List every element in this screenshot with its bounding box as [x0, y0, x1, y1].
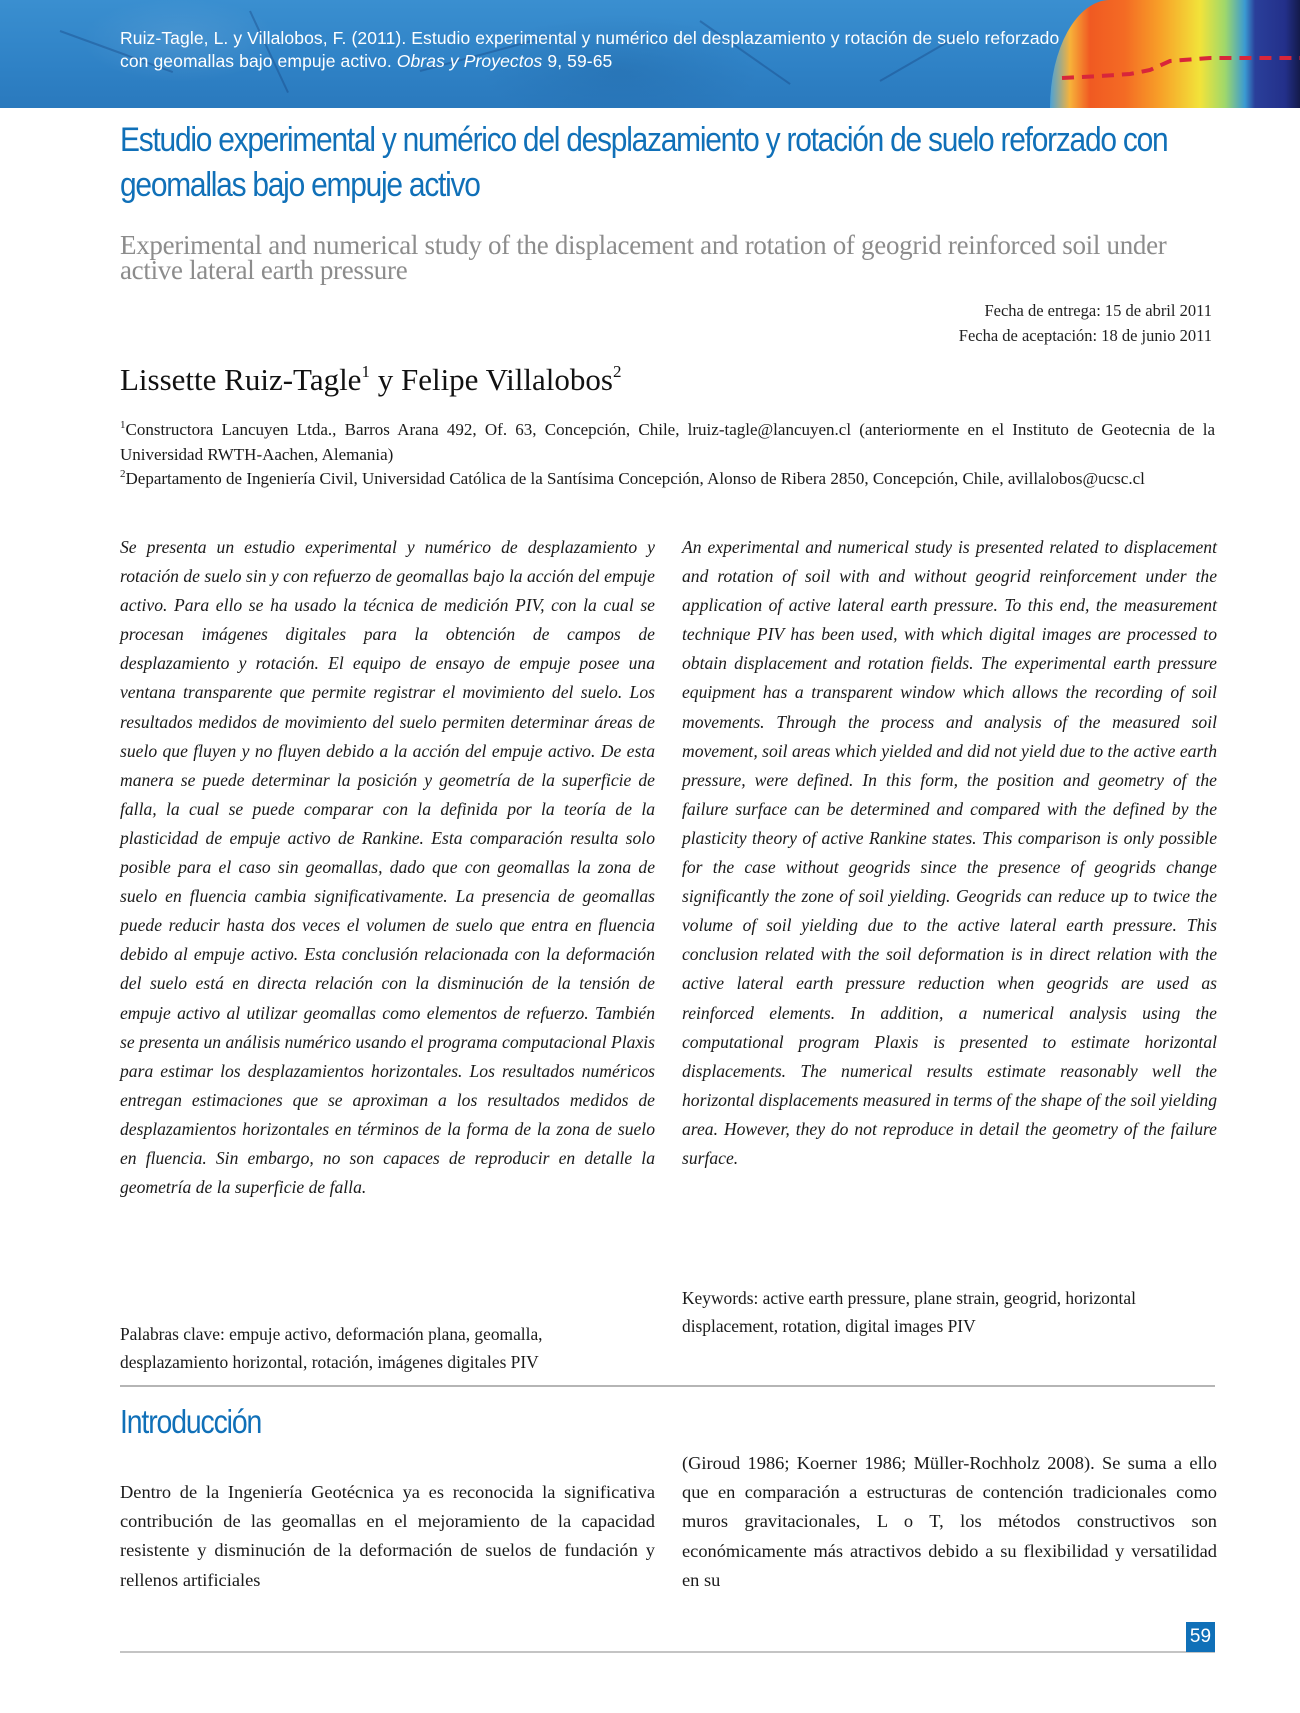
author-name: Lissette Ruiz-Tagle [120, 362, 362, 397]
affiliations [120, 418, 1215, 492]
abstract-english: An experimental and numerical study is presented related to displacement and rotation of soil with and without geogrid reinforcement under the application of active lateral earth pressure. To this end, the measurement technique PIV has been used, with which digital images are processed to obtain displacement and rotation fields. The experimental earth pressure equipment has a transparent window which allows the recording of soil movements. Through the process and analysis of the measured soil movement, soil areas which yielded and did not yield due to the active earth pressure, were defined. In this form, the position and geometry of the failure surface can be determined and compared with the defined by the plasticity theory of active Rankine states. This comparison is only possible for the case without geogrids since the presence of geogrids change significantly the zone of soil yielding. Geogrids can reduce up to twice the volume of soil yielding due to the active lateral earth pressure. This conclusion related with the soil deformation is in direct relation with the active lateral earth pressure reduction when geogrids are used as reinforced elements. In addition, a numerical analysis using the computational program Plaxis is presented to estimate horizontal displacements. The numerical results estimate reasonably well the horizontal displacements measured in terms of the shape of the soil yielding area. However, they do not reproduce in detail the geometry of the failure surface. [682, 537, 1217, 1168]
keywords-spanish: Palabras clave: empuje activo, deformación plana, geomalla, desplazamiento horizontal, rotación, imágenes digitales PIV [120, 1324, 543, 1372]
section-heading-introduction: Introducción [120, 1403, 262, 1440]
affiliation-text: Constructora Lancuyen Ltda., Barros Arana 492, Of. 63, Concepción, Chile, lruiz-tagle@lancuyen.cl (anteriormente en el Instituto de Geotecnia de la Universidad RWTH-Aachen, Alemania) [120, 420, 1215, 464]
citation-reference [120, 27, 1080, 73]
affiliation-mark: 2 [120, 468, 126, 480]
affiliation-text: Departamento de Ingeniería Civil, Universidad Católica de la Santísima Concepción, Alonso de Ribera 2850, Concepción, Chile, avillalobos@ucsc.cl [125, 469, 1145, 488]
header-banner [0, 0, 1300, 108]
affiliation-item [120, 418, 1215, 467]
keywords-english: Keywords: active earth pressure, plane strain, geogrid, horizontal displacement, rotation, digital images PIV [682, 1288, 1136, 1336]
acceptance-date: Fecha de aceptación: 18 de junio 2011 [958, 326, 1212, 345]
paper-title-spanish: Estudio experimental y numérico del desplazamiento y rotación de suelo reforzado con geomallas bajo empuje activo [120, 121, 1168, 204]
citation-volume-pages: 9, 59-65 [542, 51, 613, 71]
citation-text: Ruiz-Tagle, L. y Villalobos, F. (2011). Estudio experimental y numérico del desplazamiento y rotación de suelo reforzado con geomallas bajo empuje activo. [120, 28, 1060, 71]
introduction-paragraph-left: Dentro de la Ingeniería Geotécnica ya es reconocida la significativa contribución de las geomallas en el mejoramiento de la capacidad resistente y disminución de la deformación de suelos de fundación y rellenos artificiales [120, 1482, 655, 1590]
paper-title-english: Experimental and numerical study of the displacement and rotation of geogrid reinforced soil under active lateral earth pressure [120, 230, 1167, 285]
page-number: 59 [1186, 1622, 1215, 1652]
footer-rule [120, 1651, 1215, 1653]
author-separator: y [369, 362, 401, 397]
failure-surface-line [1060, 56, 1300, 86]
affiliation-mark: 1 [120, 419, 126, 431]
displacement-field-image [1050, 0, 1300, 108]
affiliation-mark: 1 [361, 362, 370, 381]
introduction-paragraph-right: (Giroud 1986; Koerner 1986; Müller-Rochholz 2008). Se suma a ello que en comparación a estructuras de contención tradicionales como muros gravitacionales, L o T, los métodos constructivos son económicamente más atractivos debido a su flexibilidad y versatilidad en su [682, 1453, 1217, 1590]
affiliation-mark: 2 [612, 362, 622, 381]
affiliation-item [120, 467, 1215, 492]
journal-name: Obras y Proyectos [396, 51, 543, 71]
author-list [120, 360, 621, 400]
submission-dates [959, 298, 1212, 348]
submission-date: Fecha de entrega: 15 de abril 2011 [984, 301, 1212, 320]
author-name: Felipe Villalobos [400, 362, 613, 397]
abstract-spanish: Se presenta un estudio experimental y numérico de desplazamiento y rotación de suelo sin y con refuerzo de geomallas bajo la acción del empuje activo. Para ello se ha usado la técnica de medición PIV, con la cual se procesan imágenes digitales para la obtención de campos de desplazamiento y rotación. El equipo de ensayo de empuje posee una ventana transparente que permite registrar el movimiento del suelo. Los resultados medidos de movimiento del suelo permiten determinar áreas de suelo que fluyen y no fluyen debido a la acción del empuje activo. De esta manera se puede determinar la posición y geometría de la superficie de falla, la cual se puede comparar con la definida por la teoría de la plasticidad de empuje activo de Rankine. Esta comparación resulta solo posible para el caso sin geomallas, dado que con geomallas la zona de suelo en fluencia cambia significativamente. La presencia de geomallas puede reducir hasta dos veces el volumen de suelo que entra en fluencia debido al empuje activo. Esta conclusión relacionada con la deformación del suelo está en directa relación con la disminución de la tensión de empuje activo al utilizar geomallas como elementos de refuerzo. También se presenta un análisis numérico usando el programa computacional Plaxis para estimar los desplazamientos horizontales. Los resultados numéricos entregan estimaciones que se aproximan a los resultados medidos de desplazamientos horizontales en términos de la forma de la zona de suelo en fluencia. Sin embargo, no son capaces de reproducir en detalle la geometría de la superficie de falla. [120, 537, 655, 1198]
section-divider [120, 1385, 1215, 1387]
